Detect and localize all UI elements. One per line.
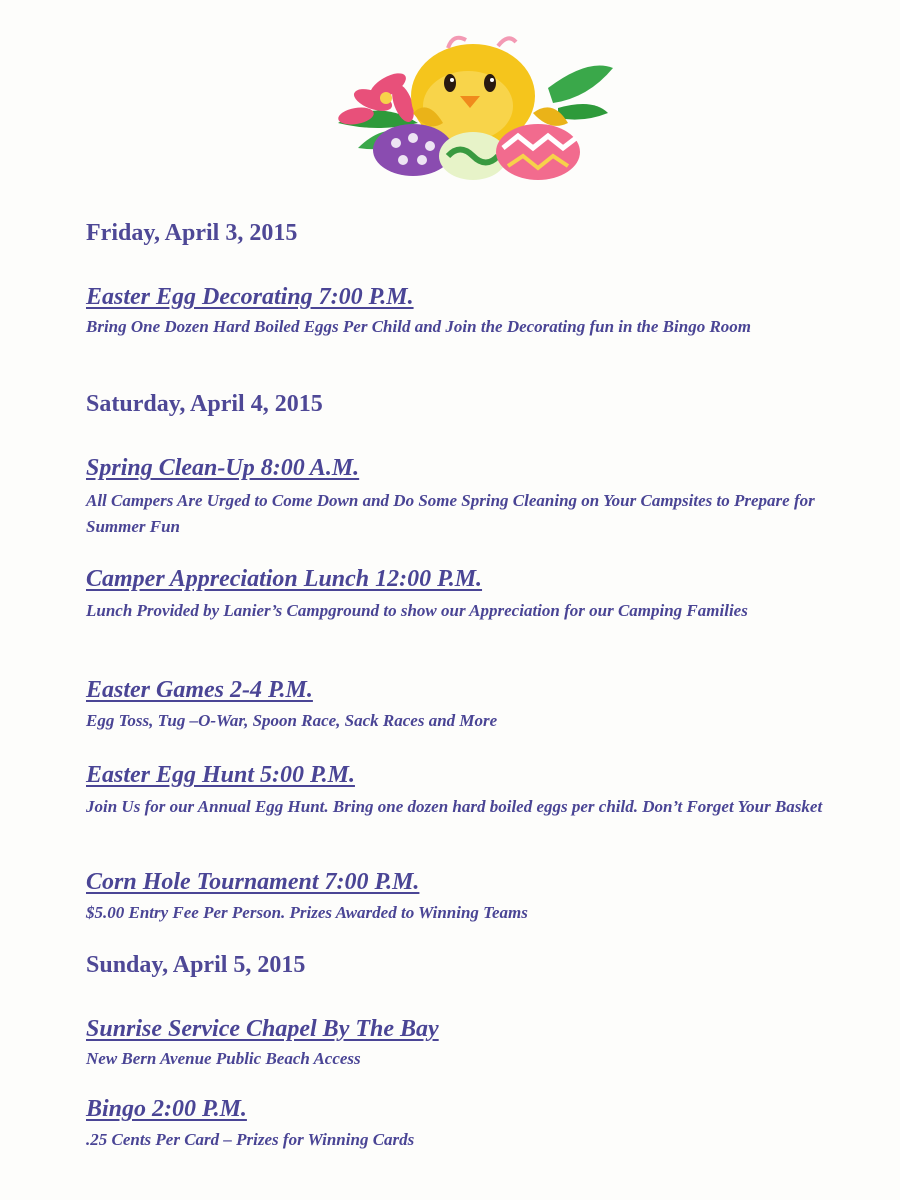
event-description-easter-games: Egg Toss, Tug –O-War, Spoon Race, Sack Races and More [86,711,498,730]
day-heading-friday: Friday, April 3, 2015 [86,220,298,246]
event-title-egg-decorating: Easter Egg Decorating 7:00 P.M. [86,284,414,310]
event-title-appreciation-lunch: Camper Appreciation Lunch 12:00 P.M. [86,566,483,592]
event-title-egg-hunt: Easter Egg Hunt 5:00 P.M. [86,762,355,788]
event-description-corn-hole: $5.00 Entry Fee Per Person. Prizes Awarded to Winning Teams [86,903,528,922]
easter-chick-illustration [318,28,618,188]
day-heading-saturday: Saturday, April 4, 2015 [86,391,323,417]
event-description-appreciation-lunch: Lunch Provided by Lanier’s Campground to show our Appreciation for our Camping Families [86,601,748,620]
event-description-bingo: .25 Cents Per Card – Prizes for Winning Cards [86,1130,415,1149]
event-title-corn-hole: Corn Hole Tournament 7:00 P.M. [86,869,420,895]
event-description-spring-cleanup: All Campers Are Urged to Come Down and Do Some Spring Cleaning on Your Campsites to Prepare for Summer Fun [86,491,815,536]
event-title-spring-cleanup: Spring Clean-Up 8:00 A.M. [86,455,360,481]
event-description-egg-hunt: Join Us for our Annual Egg Hunt. Bring one dozen hard boiled eggs per child. Don’t Forget Your Basket [86,797,823,816]
event-description-sunrise-service: New Bern Avenue Public Beach Access [86,1049,361,1068]
event-title-bingo: Bingo 2:00 P.M. [86,1096,247,1122]
day-heading-sunday: Sunday, April 5, 2015 [86,952,306,978]
event-title-sunrise-service: Sunrise Service Chapel By The Bay [86,1016,439,1042]
event-title-easter-games: Easter Games 2-4 P.M. [86,677,313,703]
event-description-egg-decorating: Bring One Dozen Hard Boiled Eggs Per Child and Join the Decorating fun in the Bingo Room [86,317,752,336]
